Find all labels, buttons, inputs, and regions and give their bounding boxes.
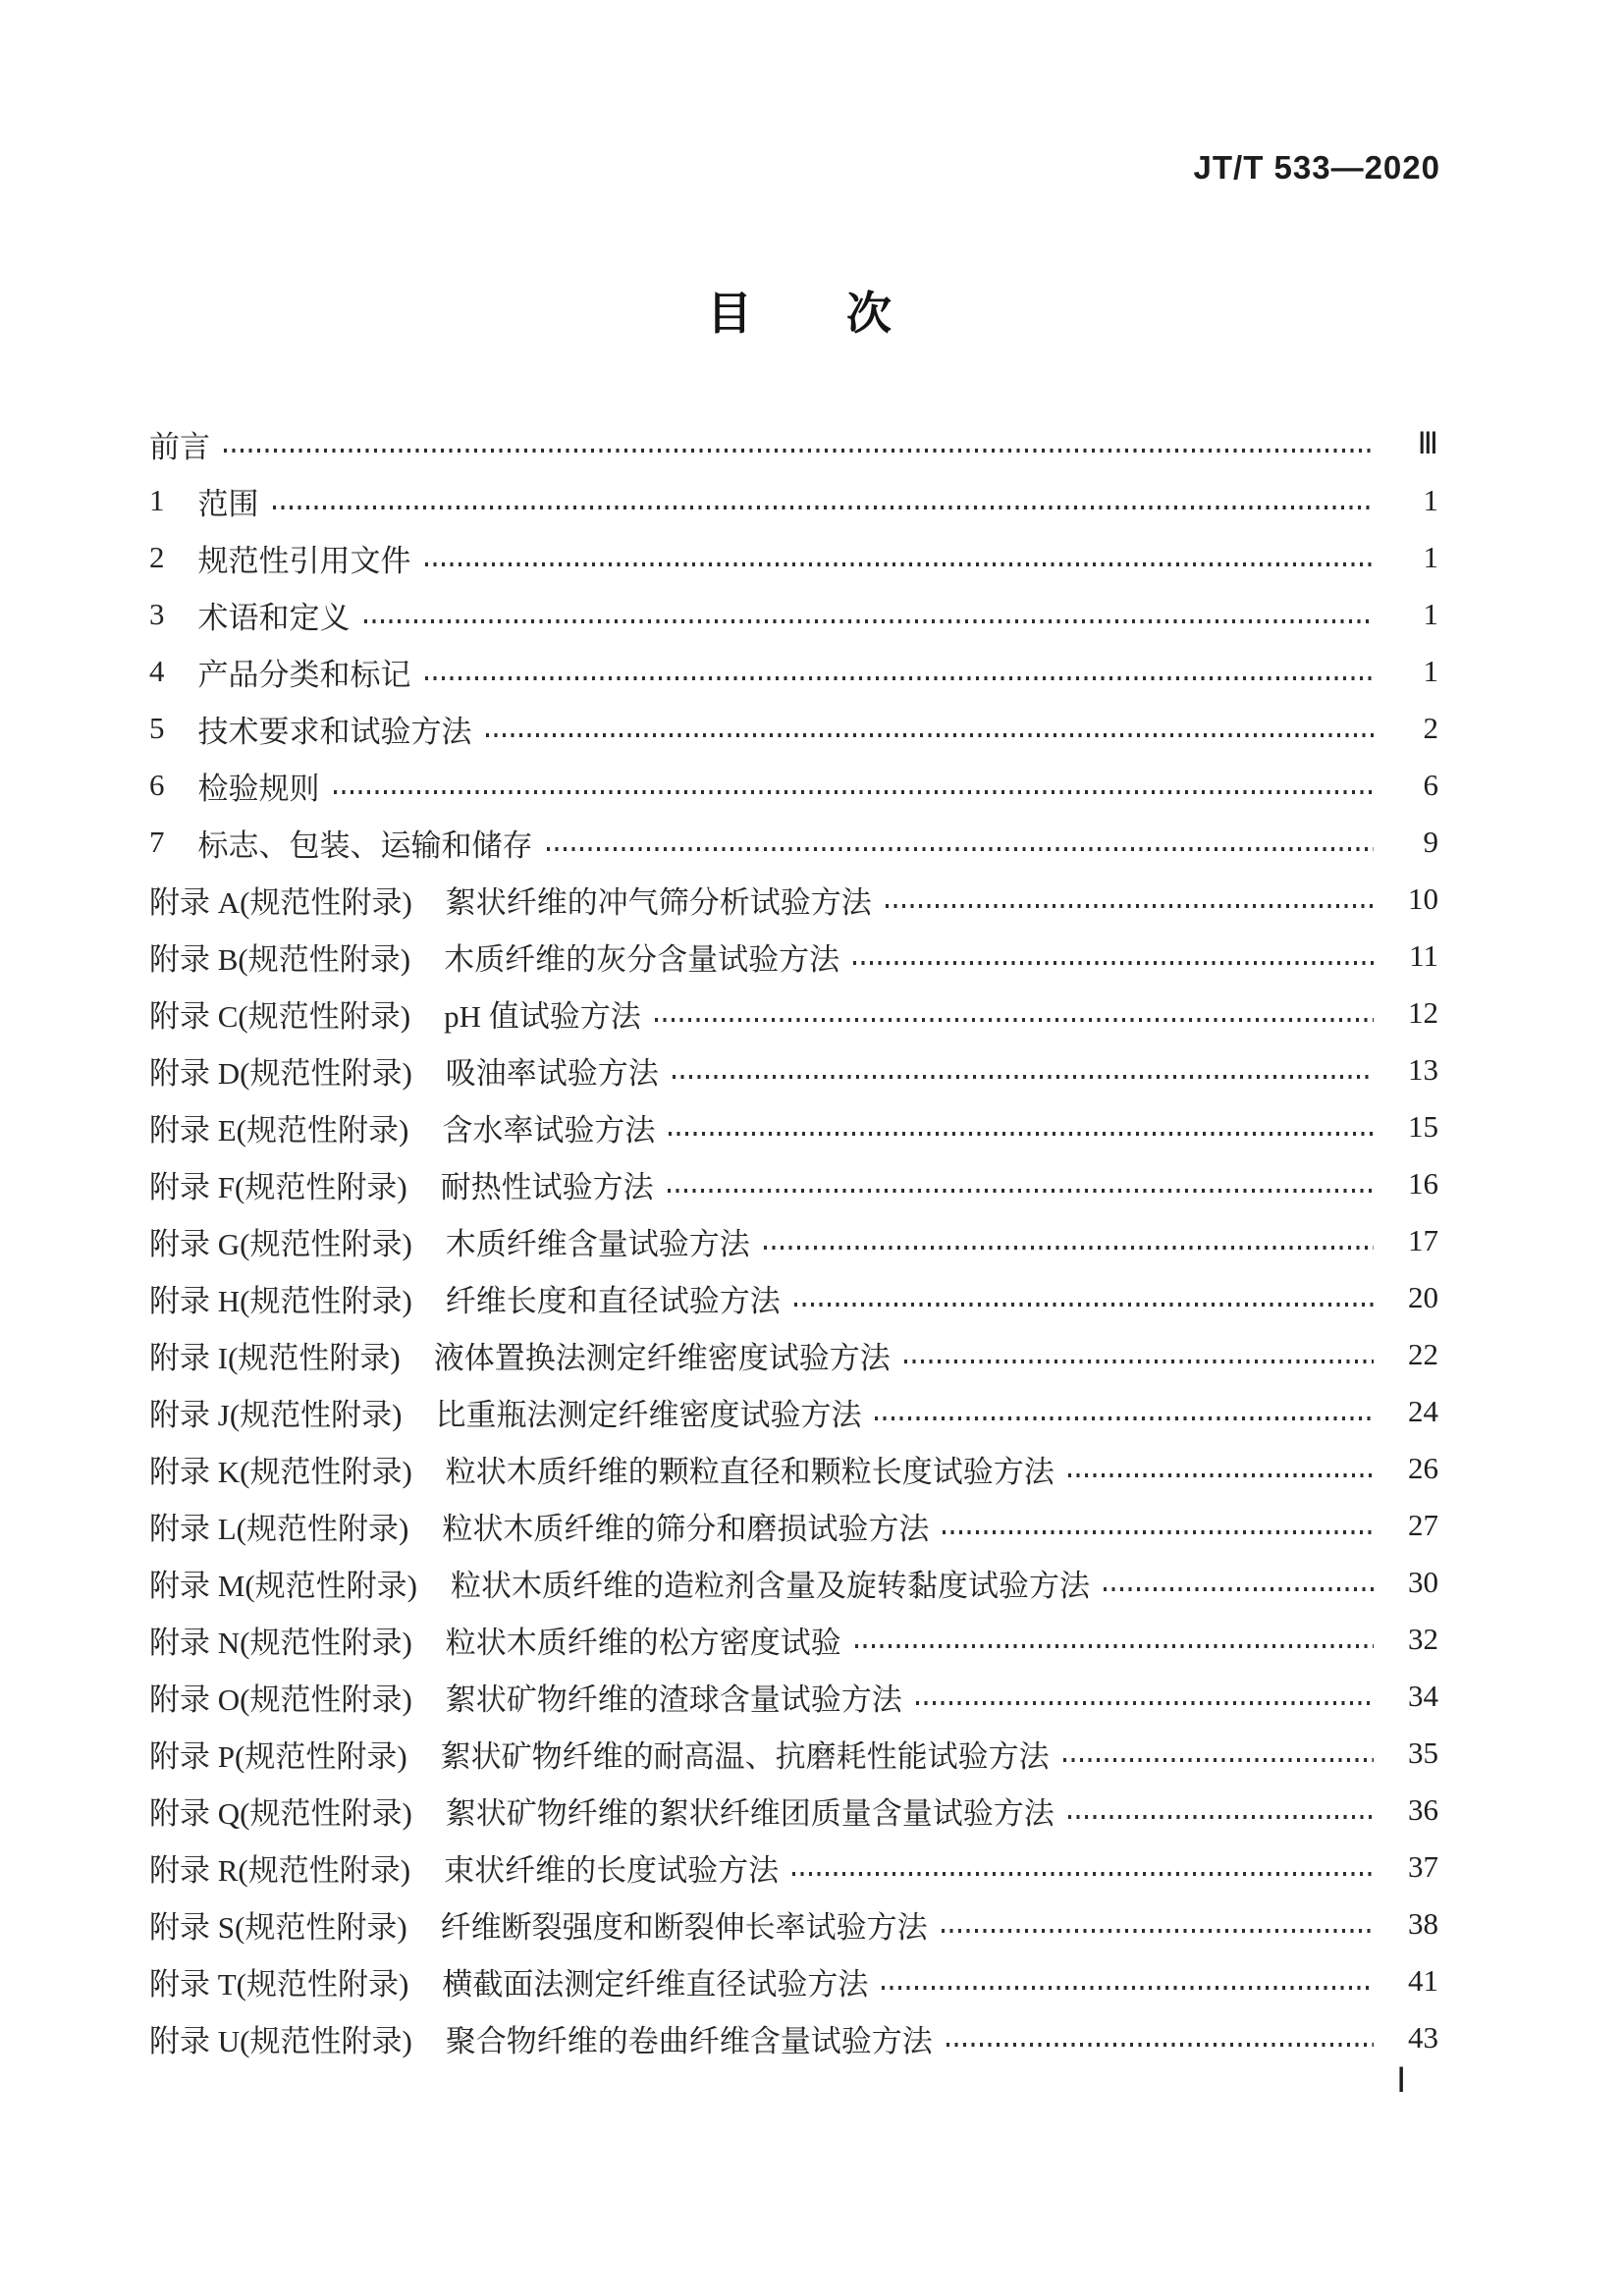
toc-entry (149, 586, 1438, 643)
toc-entry-page: 10 (1408, 881, 1438, 916)
toc-leader-dots (853, 961, 1374, 965)
toc-entry-prefix: 附录 A(规范性附录) (149, 884, 412, 920)
toc-entry-title: 絮状纤维的冲气筛分析试验方法 (445, 884, 872, 920)
toc-entry-title: 絮状矿物纤维的渣球含量试验方法 (445, 1682, 902, 1717)
toc-entry (149, 1212, 1438, 1269)
toc-entry (149, 1383, 1438, 1440)
toc-entry-prefix: 附录 L(规范性附录) (149, 1511, 409, 1546)
toc-entry (149, 928, 1438, 985)
toc-entry-page: 13 (1408, 1052, 1438, 1087)
toc-leader-dots (224, 449, 1374, 453)
toc-entry-page: 17 (1408, 1223, 1438, 1257)
toc-entry-title: 束状纤维的长度试验方法 (444, 1852, 780, 1888)
toc-entry-title: 术语和定义 (197, 600, 351, 635)
toc-entry-title: 纤维断裂强度和断裂伸长率试验方法 (440, 1909, 928, 1945)
toc-entry-page: 41 (1408, 1963, 1438, 1998)
toc-entry-page: 32 (1408, 1622, 1438, 1656)
toc-entry-prefix: 4 (149, 654, 165, 688)
toc-entry-page: 34 (1408, 1679, 1438, 1713)
toc-entry (149, 1782, 1438, 1839)
toc-entry-page: 12 (1408, 995, 1438, 1030)
toc-leader-dots (947, 2043, 1374, 2047)
toc-entry (149, 1952, 1438, 2009)
toc-leader-dots (875, 1416, 1374, 1420)
toc-entry-prefix: 附录 U(规范性附录) (149, 2023, 412, 2058)
toc-entry-title: 液体置换法测定纤维密度试验方法 (433, 1340, 891, 1375)
toc-entry-prefix: 3 (149, 597, 165, 631)
toc-entry-prefix: 6 (149, 768, 165, 802)
toc-entry (149, 1326, 1438, 1383)
toc-leader-dots (1104, 1587, 1374, 1591)
toc-entry (149, 472, 1438, 529)
toc-leader-dots (942, 1929, 1374, 1933)
toc-entry (149, 529, 1438, 586)
toc-entry-title: 絮状矿物纤维的耐高温、抗磨耗性能试验方法 (440, 1738, 1050, 1774)
toc-entry-prefix: 5 (149, 711, 165, 745)
toc-entry-title: 产品分类和标记 (197, 657, 411, 692)
toc-leader-dots (943, 1530, 1374, 1534)
toc-entry-title: 絮状矿物纤维的絮状纤维团质量含量试验方法 (445, 1795, 1055, 1831)
toc-entry-title: 纤维长度和直径试验方法 (445, 1283, 781, 1318)
toc-entry-page: 27 (1408, 1508, 1438, 1542)
toc-entry-prefix: 附录 R(规范性附录) (149, 1852, 411, 1888)
toc-entry (149, 1155, 1438, 1212)
toc-entry-page: 1 (1423, 654, 1438, 688)
toc-entry-title: 标志、包装、运输和储存 (197, 828, 533, 863)
toc-entry-title: 前言 (149, 429, 210, 464)
toc-leader-dots (655, 1018, 1374, 1022)
toc-entry-page: 37 (1408, 1849, 1438, 1884)
toc-leader-dots (486, 733, 1375, 737)
toc-entry-page: 2 (1423, 711, 1438, 745)
toc-leader-dots (1068, 1815, 1374, 1819)
toc-entry-page: 20 (1408, 1280, 1438, 1314)
toc-leader-dots (904, 1360, 1374, 1363)
toc-leader-dots (764, 1246, 1374, 1250)
toc-leader-dots (1068, 1473, 1374, 1477)
toc-entry-prefix: 附录 F(规范性附录) (149, 1169, 407, 1204)
toc-entry-title: 技术要求和试验方法 (197, 714, 472, 749)
toc-leader-dots (547, 847, 1375, 851)
toc-entry-prefix: 7 (149, 825, 165, 859)
toc-leader-dots (792, 1872, 1374, 1876)
toc-entry-prefix: 附录 H(规范性附录) (149, 1283, 412, 1318)
toc-entry-page: 38 (1408, 1906, 1438, 1941)
toc-leader-dots (425, 676, 1375, 680)
toc-entry-page: 9 (1423, 825, 1438, 859)
toc-entry-title: 木质纤维的灰分含量试验方法 (444, 941, 840, 977)
toc-entry-prefix: 附录 Q(规范性附录) (149, 1795, 412, 1831)
toc-entry-title: 粒状木质纤维的颗粒直径和颗粒长度试验方法 (445, 1454, 1055, 1489)
toc-entry-prefix: 2 (149, 540, 165, 574)
footer-page-number: Ⅰ (1396, 2061, 1407, 2100)
toc-entry-page: 35 (1408, 1735, 1438, 1770)
toc-entry-title: 耐热性试验方法 (440, 1169, 654, 1204)
toc-entry-prefix: 附录 D(规范性附录) (149, 1055, 412, 1091)
toc-leader-dots (794, 1303, 1374, 1307)
toc-leader-dots (1063, 1758, 1374, 1762)
toc-entry-prefix: 附录 N(规范性附录) (149, 1625, 412, 1660)
toc-leader-dots (855, 1644, 1374, 1648)
toc-entry-page: Ⅲ (1417, 426, 1438, 460)
toc-entry-title: 聚合物纤维的卷曲纤维含量试验方法 (445, 2023, 933, 2058)
toc-entry-page: 6 (1423, 768, 1438, 802)
toc-entry-title: 横截面法测定纤维直径试验方法 (442, 1966, 869, 2002)
toc-entry-title: 粒状木质纤维的造粒剂含量及旋转黏度试验方法 (450, 1568, 1090, 1603)
toc-entry-title: 规范性引用文件 (197, 543, 411, 578)
toc-leader-dots (669, 1132, 1374, 1136)
standard-number: JT/T 533—2020 (1193, 149, 1440, 186)
toc-entry-page: 30 (1408, 1565, 1438, 1599)
toc-leader-dots (273, 506, 1375, 509)
toc-entry (149, 1041, 1438, 1098)
toc-entry-title: 检验规则 (197, 771, 320, 806)
toc-entry-prefix: 附录 S(规范性附录) (149, 1909, 407, 1945)
toc-entry-title: 粒状木质纤维的筛分和磨损试验方法 (442, 1511, 930, 1546)
toc-entry (149, 814, 1438, 871)
toc-entry (149, 1668, 1438, 1725)
toc-entry-title: 粒状木质纤维的松方密度试验 (445, 1625, 841, 1660)
toc-entry-page: 1 (1423, 597, 1438, 631)
table-of-contents (149, 415, 1438, 2066)
toc-entry-prefix: 附录 P(规范性附录) (149, 1738, 407, 1774)
toc-entry (149, 1839, 1438, 1896)
toc-entry (149, 985, 1438, 1041)
toc-entry (149, 871, 1438, 928)
toc-entry-page: 26 (1408, 1451, 1438, 1485)
toc-entry-title: pH 值试验方法 (444, 998, 641, 1034)
toc-leader-dots (916, 1701, 1374, 1705)
toc-entry-page: 1 (1423, 483, 1438, 517)
toc-entry (149, 1896, 1438, 1952)
toc-entry-prefix: 附录 I(规范性附录) (149, 1340, 401, 1375)
toc-entry (149, 1611, 1438, 1668)
toc-entry-prefix: 附录 E(规范性附录) (149, 1112, 409, 1148)
toc-entry (149, 1554, 1438, 1611)
toc-leader-dots (364, 619, 1375, 623)
toc-entry (149, 643, 1438, 700)
toc-entry-page: 24 (1408, 1394, 1438, 1428)
toc-entry-page: 16 (1408, 1166, 1438, 1201)
toc-entry (149, 757, 1438, 814)
toc-entry (149, 1269, 1438, 1326)
toc-leader-dots (425, 562, 1375, 566)
toc-entry-prefix: 附录 G(规范性附录) (149, 1226, 412, 1261)
toc-leader-dots (882, 1986, 1374, 1990)
toc-entry (149, 415, 1438, 472)
toc-entry-title: 比重瓶法测定纤维密度试验方法 (435, 1397, 862, 1432)
toc-leader-dots (886, 904, 1374, 908)
toc-entry (149, 1725, 1438, 1782)
toc-entry (149, 1440, 1438, 1497)
toc-entry-title: 范围 (197, 486, 259, 521)
toc-entry-page: 43 (1408, 2020, 1438, 2055)
toc-entry-prefix: 附录 O(规范性附录) (149, 1682, 412, 1717)
toc-entry-prefix: 1 (149, 483, 165, 517)
toc-entry-prefix: 附录 J(规范性附录) (149, 1397, 403, 1432)
toc-entry-title: 吸油率试验方法 (445, 1055, 659, 1091)
toc-entry-page: 15 (1408, 1109, 1438, 1144)
toc-leader-dots (673, 1075, 1374, 1079)
toc-entry (149, 2009, 1438, 2066)
toc-entry-prefix: 附录 M(规范性附录) (149, 1568, 417, 1603)
toc-entry-prefix: 附录 C(规范性附录) (149, 998, 411, 1034)
toc-entry-page: 11 (1409, 938, 1438, 973)
toc-entry-page: 1 (1423, 540, 1438, 574)
toc-entry-prefix: 附录 T(规范性附录) (149, 1966, 409, 2002)
toc-entry-prefix: 附录 K(规范性附录) (149, 1454, 412, 1489)
toc-entry-title: 含水率试验方法 (442, 1112, 656, 1148)
toc-entry-page: 36 (1408, 1792, 1438, 1827)
toc-leader-dots (668, 1189, 1374, 1193)
toc-entry-page: 22 (1408, 1337, 1438, 1371)
page-title: 目 次 (707, 289, 916, 339)
toc-leader-dots (334, 790, 1375, 794)
toc-entry-title: 木质纤维含量试验方法 (445, 1226, 750, 1261)
toc-entry (149, 1497, 1438, 1554)
toc-entry (149, 700, 1438, 757)
toc-entry-prefix: 附录 B(规范性附录) (149, 941, 411, 977)
toc-entry (149, 1098, 1438, 1155)
